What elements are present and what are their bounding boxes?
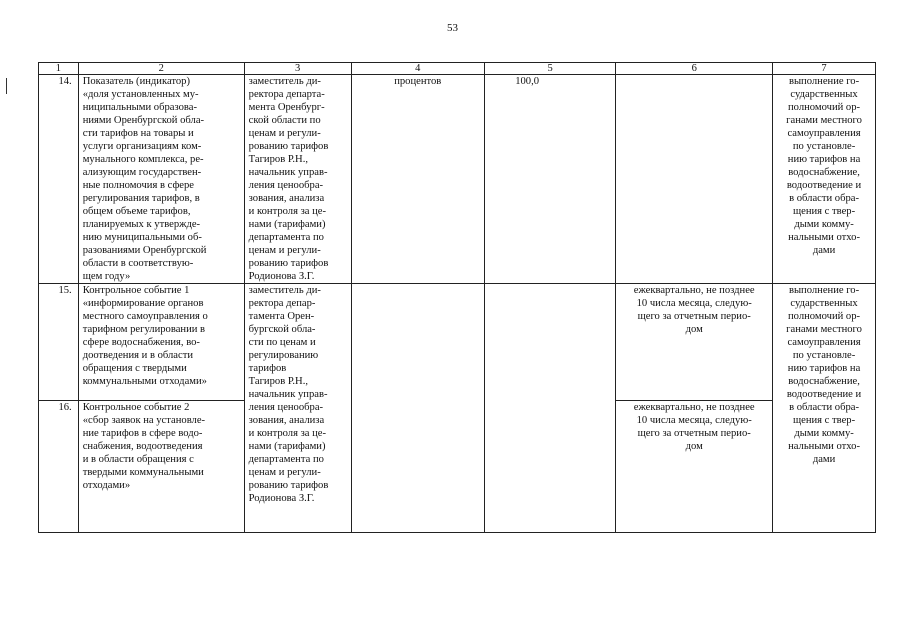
text-line: ценам и регули- [248, 467, 321, 478]
text-line: ные полномочия в сфере [82, 180, 195, 191]
margin-mark [6, 78, 7, 94]
indicator-name [78, 75, 244, 284]
text-line: нию муниципальными об- [82, 232, 202, 243]
text-line: сти по ценам и [248, 337, 316, 348]
text-line: щем году» [82, 271, 131, 282]
text-line: ганами местного [786, 324, 862, 335]
deadline-cell [616, 401, 773, 533]
text-line: услуги организациям ком- [82, 141, 202, 152]
text-line: и контроля за це- [248, 428, 327, 439]
text-line: нию тарифов на [787, 154, 861, 165]
text-line: общем объеме тарифов, [82, 206, 191, 217]
text-line: и контроля за це- [248, 206, 327, 217]
text-line: в области обра- [789, 402, 860, 413]
text-line: полномочий ор- [788, 102, 861, 113]
text-line: Родионова З.Г. [248, 271, 315, 282]
text-line: самоуправления [787, 128, 861, 139]
text-line: тамента Орен- [248, 311, 315, 322]
text-line: водоснабжение, [788, 167, 860, 178]
text-line: департамента по [248, 232, 324, 243]
text-line: заместитель ди- [248, 76, 321, 87]
text-line: начальник управ- [248, 167, 328, 178]
text-line: местного самоуправления о [82, 311, 208, 322]
result-cell [773, 75, 876, 284]
text-line: Тагиров Р.Н., [248, 154, 309, 165]
text-line: ректора департа- [248, 89, 325, 100]
text-line: ниципальными образова- [82, 102, 197, 113]
text-line: заместитель ди- [248, 285, 321, 296]
text-line: ние тарифов в сфере водо- [82, 428, 203, 439]
text-line: дом [685, 441, 703, 452]
text-line: «информирование органов [82, 298, 204, 309]
result-cell [773, 284, 876, 533]
text-line: нию тарифов на [787, 363, 861, 374]
text-line: тарифов [248, 363, 287, 374]
value-cell [484, 284, 615, 533]
text-line: рованию тарифов [248, 141, 329, 152]
column-header: 3 [244, 63, 351, 75]
text-line: водоснабжение, [788, 376, 860, 387]
text-line: ниями Оренбургской обла- [82, 115, 205, 126]
text-line: нальными отхо- [788, 441, 860, 452]
text-line: ганами местного [786, 115, 862, 126]
text-line: водоотведение и [786, 389, 862, 400]
unit-cell [351, 284, 484, 533]
page-number: 53 [447, 22, 458, 34]
text-line: разованиями Оренбургской [82, 245, 207, 256]
text-line: и в области обращения с [82, 454, 194, 465]
text-line: сударственных [790, 298, 858, 309]
text-line: ской области по [248, 115, 321, 126]
text-line: по установле- [792, 350, 856, 361]
text-line: коммунальными отходами» [82, 376, 207, 387]
text-line: дами [812, 245, 836, 256]
column-header: 2 [78, 63, 244, 75]
text-line: ценам и регули- [248, 128, 321, 139]
text-line: регулирования тарифов, в [82, 193, 200, 204]
column-header: 4 [351, 63, 484, 75]
text-line: тарифном регулировании в [82, 324, 206, 335]
text-line: дом [685, 324, 703, 335]
table-row [39, 75, 876, 284]
deadline-cell [616, 284, 773, 401]
text-line: доотведения и в области [82, 350, 194, 361]
text-line: рованию тарифов [248, 480, 329, 491]
text-line: ректора депар- [248, 298, 316, 309]
value-cell: 100,0 [484, 75, 615, 284]
text-line: отходами» [82, 480, 131, 491]
row-number: 15. [39, 284, 79, 401]
text-line: выполнение го- [788, 76, 860, 87]
text-line: Родионова З.Г. [248, 493, 315, 504]
text-line: дыми комму- [794, 219, 854, 230]
text-line: нальными отхо- [788, 232, 860, 243]
text-line: водоотведение и [786, 180, 862, 191]
text-line: 10 числа месяца, следую- [636, 298, 752, 309]
event-name [78, 284, 244, 401]
text-line: твердыми коммунальными [82, 467, 204, 478]
text-line: планируемых к утвержде- [82, 219, 201, 230]
text-line: зования, анализа [248, 415, 325, 426]
text-line: выполнение го- [788, 285, 860, 296]
event-name [78, 401, 244, 533]
deadline-cell [616, 75, 773, 284]
text-line: «сбор заявок на установле- [82, 415, 206, 426]
text-line: нами (тарифами) [248, 441, 326, 452]
text-line: начальник управ- [248, 389, 328, 400]
text-line: щения с твер- [792, 206, 856, 217]
text-line: обращения с твердыми [82, 363, 187, 374]
text-line: самоуправления [787, 337, 861, 348]
text-line: рованию тарифов [248, 258, 329, 269]
text-line: полномочий ор- [788, 311, 861, 322]
text-line: щения с твер- [792, 415, 856, 426]
text-line: щего за отчетным перио- [637, 428, 751, 439]
text-line: регулированию [248, 350, 319, 361]
text-line: Тагиров Р.Н., [248, 376, 309, 387]
text-line: дыми комму- [794, 428, 854, 439]
text-line: зования, анализа [248, 193, 325, 204]
text-line: по установле- [792, 141, 856, 152]
column-header: 6 [616, 63, 773, 75]
text-line: департамента по [248, 454, 324, 465]
text-line: дами [812, 454, 836, 465]
column-header: 1 [39, 63, 79, 75]
responsible-person [244, 75, 351, 284]
row-number: 14. [39, 75, 79, 284]
text-line: щего за отчетным перио- [637, 311, 751, 322]
table-row [39, 284, 876, 401]
text-line: снабжения, водоотведения [82, 441, 203, 452]
text-line: Контрольное событие 1 [82, 285, 190, 296]
text-line: области в соответствую- [82, 258, 194, 269]
row-number: 16. [39, 401, 79, 533]
text-line: сфере водоснабжения, во- [82, 337, 200, 348]
text-line: мента Оренбург- [248, 102, 325, 113]
text-line: «доля установленных му- [82, 89, 199, 100]
text-line: бургской обла- [248, 324, 316, 335]
text-line: ежеквартально, не позднее [633, 402, 755, 413]
text-line: нами (тарифами) [248, 219, 326, 230]
text-line: в области обра- [789, 193, 860, 204]
text-line: Контрольное событие 2 [82, 402, 190, 413]
text-line: ценам и регули- [248, 245, 321, 256]
text-line: ализующим государствен- [82, 167, 202, 178]
text-line: Показатель (индикатор) [82, 76, 191, 87]
text-line: ежеквартально, не позднее [633, 285, 755, 296]
text-line: сти тарифов на товары и [82, 128, 194, 139]
plan-table [38, 62, 876, 533]
table-header-row [39, 63, 876, 75]
responsible-person [244, 284, 351, 533]
text-line: ления ценообра- [248, 180, 324, 191]
text-line: сударственных [790, 89, 858, 100]
text-line: мунального комплекса, ре- [82, 154, 204, 165]
unit-cell: процентов [351, 75, 484, 284]
text-line: 10 числа месяца, следую- [636, 415, 752, 426]
column-header: 7 [773, 63, 876, 75]
text-line: ления ценообра- [248, 402, 324, 413]
column-header: 5 [484, 63, 615, 75]
